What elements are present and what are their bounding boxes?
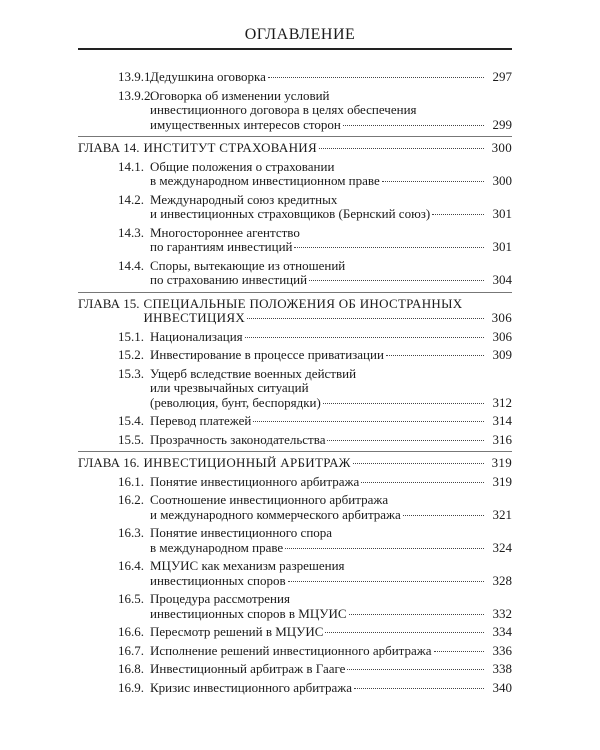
toc-page-number: 300: [492, 173, 512, 188]
toc-entry-number: 14.1.: [118, 158, 144, 174]
toc-entry-title: инвестиционного договора в целях обеспечения: [150, 102, 417, 117]
toc-entry-15-2[interactable]: [78, 348, 512, 363]
toc-entry-14-2[interactable]: [78, 193, 512, 222]
toc-page-number: 300: [491, 140, 512, 155]
toc-entry-number: 16.8.: [118, 661, 144, 676]
toc-entry-title: (революция, бунт, беспорядки): [150, 394, 321, 410]
toc-entry-title: Кризис инвестиционного арбитража: [150, 679, 353, 695]
toc-entry-number: 14.4.: [118, 257, 144, 273]
table-of-contents: [78, 70, 512, 695]
toc-entry-14-3[interactable]: [78, 226, 512, 255]
toc-entry-title: Оговорка об изменении условий: [150, 87, 330, 103]
toc-entry-15-4[interactable]: [78, 414, 512, 429]
toc-entry-title: Исполнение решений инвестиционного арбитража: [150, 642, 432, 658]
title-divider: [78, 48, 512, 50]
toc-entry-title: Понятие инвестиционного арбитража: [150, 473, 360, 489]
toc-page-number: 306: [491, 310, 512, 325]
dot-leader: [434, 651, 484, 652]
toc-entry-15-5[interactable]: [78, 433, 512, 448]
toc-entry-title: Инвестиционный арбитраж в Гааге: [150, 661, 346, 676]
toc-entry-number: 16.5.: [118, 591, 144, 606]
toc-entry-title: и инвестиционных страховщиков (Бернский союз): [150, 206, 431, 221]
toc-entry-title: МЦУИС как механизм разрешения: [150, 558, 345, 573]
toc-page-number: 312: [492, 394, 512, 410]
toc-entry-14-4[interactable]: [78, 259, 512, 288]
dot-leader: [386, 355, 484, 356]
toc-page-number: 319: [491, 455, 512, 470]
dot-leader: [349, 614, 484, 615]
toc-entry-16-5[interactable]: [78, 592, 512, 621]
toc-page-number: 314: [492, 413, 512, 428]
toc-entry-title: Многостороннее агентство: [150, 224, 300, 240]
toc-entry-number: 15.2.: [118, 347, 144, 362]
toc-entry-title: Ущерб вследствие военных действий: [150, 365, 357, 381]
toc-entry-13-9-1[interactable]: [78, 70, 512, 85]
toc-page-number: 299: [492, 116, 512, 132]
toc-entry-16-6[interactable]: [78, 625, 512, 640]
toc-page-number: 319: [492, 473, 512, 489]
dot-leader: [327, 440, 484, 441]
toc-entry-16-9[interactable]: [78, 681, 512, 696]
toc-entry-number: 14.3.: [118, 224, 144, 240]
dot-leader: [347, 669, 484, 670]
toc-entry-title: по гарантиям инвестиций: [150, 239, 293, 254]
toc-page-number: 321: [492, 506, 512, 522]
toc-entry-title: имущественных интересов сторон: [150, 116, 341, 132]
toc-page-number: 309: [492, 347, 512, 362]
toc-chapter-14[interactable]: [78, 141, 512, 156]
dot-leader: [247, 318, 484, 319]
toc-entry-title: инвестиционных споров в МЦУИС: [150, 605, 347, 621]
toc-page-number: 297: [492, 69, 512, 84]
toc-entry-title: и международного коммерческого арбитража: [150, 506, 401, 522]
dot-leader: [288, 581, 484, 582]
toc-entry-title: Общие положения о страховании: [150, 158, 335, 174]
toc-entry-number: 16.7.: [118, 642, 144, 658]
toc-entry-16-7[interactable]: [78, 644, 512, 659]
toc-page-number: 336: [492, 642, 512, 658]
dot-leader: [325, 632, 484, 633]
dot-leader: [432, 214, 484, 215]
toc-entry-title: в международном инвестиционном праве: [150, 173, 380, 188]
toc-entry-number: 15.4.: [118, 413, 144, 428]
toc-entry-title: по страхованию инвестиций: [150, 272, 308, 287]
toc-entry-title: Перевод платежей: [150, 413, 252, 428]
chapter-number: ГЛАВА 16.: [78, 455, 140, 470]
toc-chapter-16[interactable]: [78, 456, 512, 471]
chapter-number: ГЛАВА 14.: [78, 140, 140, 155]
toc-entry-title: в международном праве: [150, 539, 284, 555]
toc-page-number: 306: [492, 328, 512, 344]
dot-leader: [309, 280, 484, 281]
chapter-divider: [78, 136, 512, 137]
toc-entry-16-1[interactable]: [78, 475, 512, 490]
toc-entry-title: или чрезвычайных ситуаций: [150, 380, 309, 395]
toc-chapter-15[interactable]: [78, 297, 512, 326]
toc-page-number: 316: [492, 431, 512, 447]
chapter-title: ИНСТИТУТ СТРАХОВАНИЯ: [143, 140, 317, 155]
dot-leader: [253, 421, 484, 422]
toc-page-number: 301: [492, 239, 512, 254]
dot-leader: [361, 482, 484, 483]
toc-page-number: 340: [492, 679, 512, 695]
dot-leader: [319, 148, 484, 149]
dot-leader: [354, 688, 484, 689]
toc-entry-number: 16.4.: [118, 558, 144, 573]
toc-entry-16-8[interactable]: [78, 662, 512, 677]
toc-page-number: 328: [492, 572, 512, 588]
toc-entry-number: 16.6.: [118, 624, 144, 639]
toc-entry-number: 16.1.: [118, 473, 144, 489]
dot-leader: [343, 125, 484, 126]
toc-entry-number: 15.3.: [118, 365, 144, 381]
toc-entry-14-1[interactable]: [78, 160, 512, 189]
toc-entry-number: 13.9.2.: [118, 87, 154, 103]
dot-leader: [294, 247, 484, 248]
toc-entry-15-1[interactable]: [78, 330, 512, 345]
chapter-divider: [78, 292, 512, 293]
dot-leader: [245, 337, 484, 338]
chapter-title: ИНВЕСТИЦИОННЫЙ АРБИТРАЖ: [143, 455, 351, 470]
toc-entry-15-3[interactable]: [78, 367, 512, 411]
toc-page-number: 334: [492, 624, 512, 639]
dot-leader: [285, 548, 484, 549]
toc-page-number: 304: [492, 272, 512, 287]
dot-leader: [353, 463, 484, 464]
toc-entry-title: Соотношение инвестиционного арбитража: [150, 492, 389, 507]
toc-entry-title: Прозрачность законодательства: [150, 431, 326, 447]
toc-entry-title: Международный союз кредитных: [150, 191, 338, 207]
chapter-number: ГЛАВА 15.: [78, 295, 140, 311]
chapter-title: ИНВЕСТИЦИЯХ: [143, 310, 246, 325]
toc-entry-number: 16.9.: [118, 679, 144, 695]
toc-entry-title: Пересмотр решений в МЦУИС: [150, 624, 324, 639]
toc-entry-number: 15.5.: [118, 431, 144, 447]
chapter-divider: [78, 451, 512, 452]
dot-leader: [323, 403, 484, 404]
dot-leader: [382, 181, 484, 182]
toc-entry-title: Национализация: [150, 328, 243, 344]
dot-leader: [403, 515, 484, 516]
toc-entry-16-4[interactable]: [78, 559, 512, 588]
toc-entry-title: Инвестирование в процессе приватизации: [150, 347, 384, 362]
toc-entry-title: Дедушкина оговорка: [150, 69, 266, 84]
toc-entry-number: 15.1.: [118, 328, 144, 344]
toc-entry-number: 13.9.1.: [118, 69, 154, 84]
toc-entry-title: инвестиционных споров: [150, 572, 286, 588]
toc-entry-16-3[interactable]: [78, 526, 512, 555]
toc-entry-title: Споры, вытекающие из отношений: [150, 257, 346, 273]
toc-page-number: 332: [492, 605, 512, 621]
toc-entry-13-9-2[interactable]: [78, 89, 512, 133]
toc-entry-title: Понятие инвестиционного спора: [150, 525, 333, 540]
page-title: ОГЛАВЛЕНИЕ: [244, 26, 356, 43]
toc-page-number: 338: [492, 661, 512, 676]
toc-entry-number: 16.2.: [118, 492, 144, 507]
toc-page-number: 324: [492, 539, 512, 555]
toc-entry-number: 14.2.: [118, 191, 144, 207]
toc-entry-16-2[interactable]: [78, 493, 512, 522]
toc-page-number: 301: [492, 206, 512, 221]
chapter-title: СПЕЦИАЛЬНЫЕ ПОЛОЖЕНИЯ ОБ ИНОСТРАННЫХ: [143, 295, 463, 311]
toc-entry-title: Процедура рассмотрения: [150, 591, 290, 606]
toc-entry-number: 16.3.: [118, 525, 144, 540]
dot-leader: [268, 77, 484, 78]
